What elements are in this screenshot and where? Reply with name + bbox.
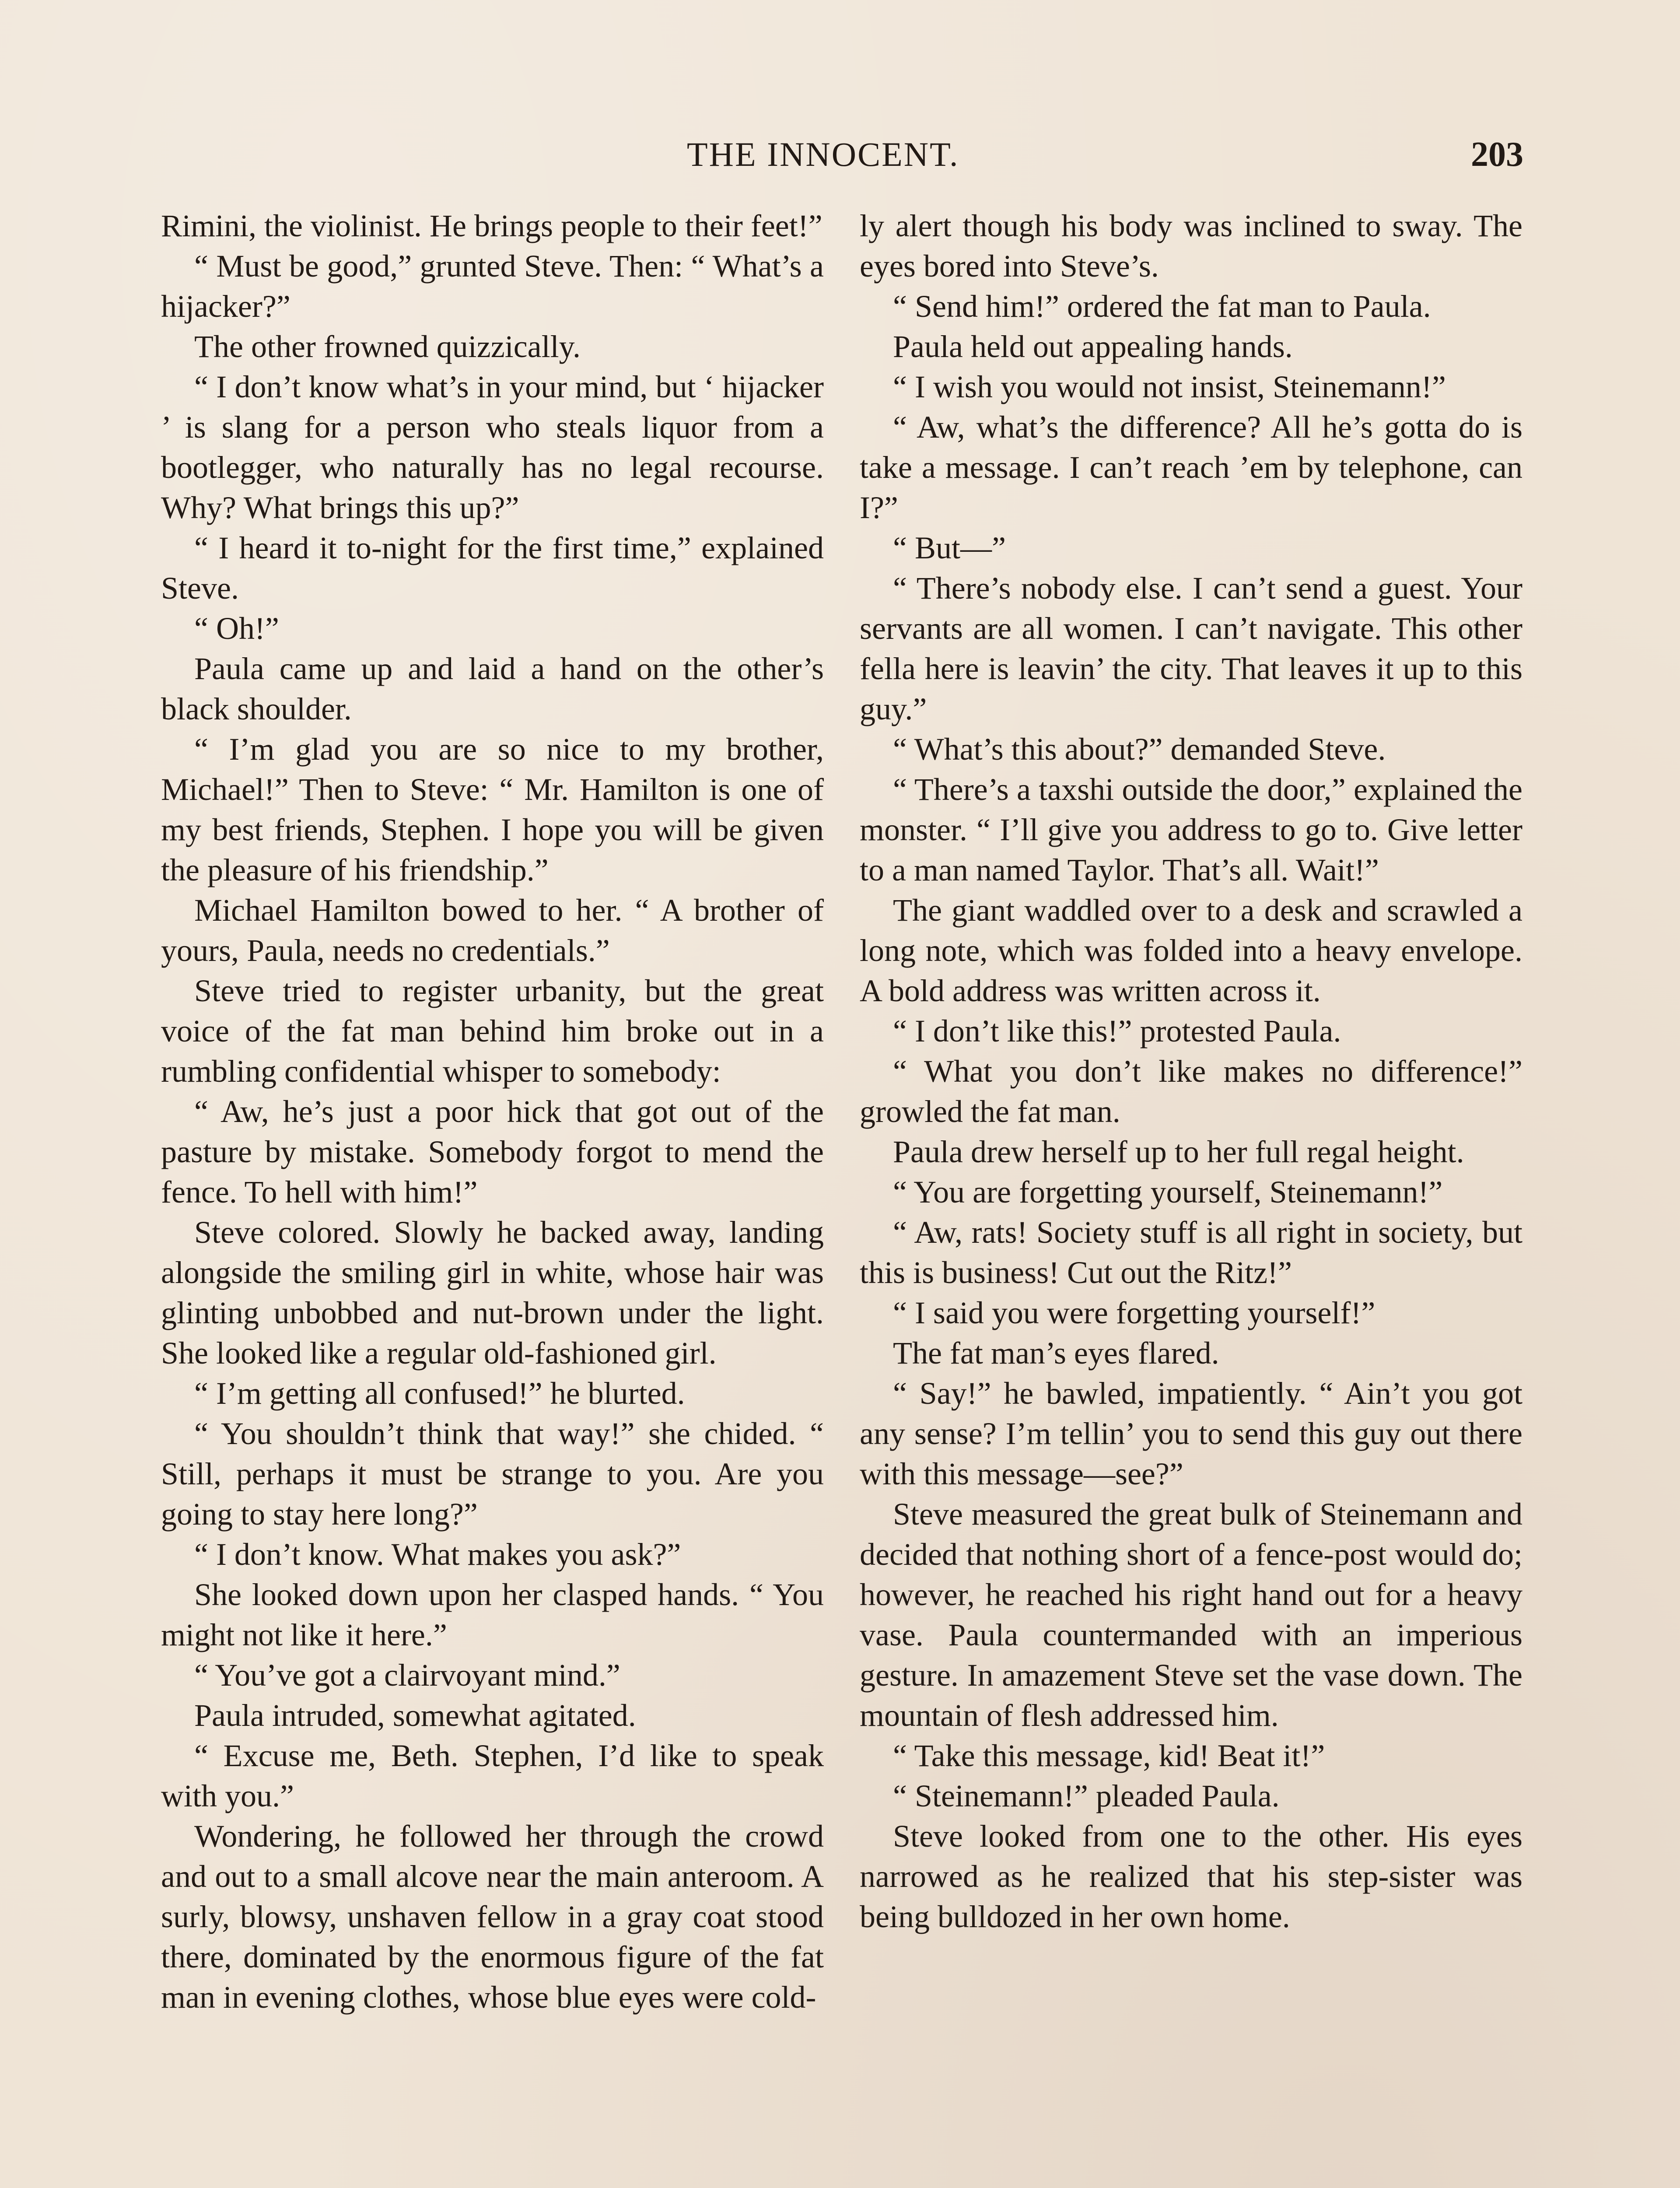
paragraph: “ You are forgetting yourself, Steinemann!” <box>893 1175 1443 1210</box>
paragraph: “ What you don’t like makes no difference!” growled the fat man. <box>860 1054 1522 1129</box>
paragraph: Steve measured the great bulk of Steinemann and decided that nothing short of a fence-post would do; however, he reached his right hand out for a heavy vase. Paula countermanded with an imperious gesture. In amazement Steve set the vase down. The mountain of flesh addressed him. <box>860 1497 1522 1733</box>
text-column-right <box>860 206 1522 1937</box>
paragraph: Paula came up and laid a hand on the other’s black shoulder. <box>161 651 824 726</box>
paragraph: “ Oh!” <box>194 611 279 646</box>
paragraph: ly alert though his body was inclined to sway. The eyes bored into Steve’s. <box>860 208 1522 284</box>
paragraph: “ Aw, he’s just a poor hick that got out of the pasture by mistake. Somebody forgot to mend the fence. To hell with him!” <box>161 1094 824 1210</box>
paragraph: The giant waddled over to a desk and scrawled a long note, which was folded into a heavy envelope. A bold address was written across it. <box>860 893 1522 1008</box>
paragraph: Steve tried to register urbanity, but the great voice of the fat man behind him broke out in a rumbling confidential whisper to somebody: <box>161 973 824 1089</box>
paragraph: “ I wish you would not insist, Steinemann!” <box>893 369 1446 404</box>
paragraph: “ Send him!” ordered the fat man to Paula. <box>893 289 1431 324</box>
paragraph: “ I heard it to-night for the first time,” explained Steve. <box>161 530 824 606</box>
running-title: THE INNOCENT. <box>687 135 959 173</box>
paragraph: “ I said you were forgetting yourself!” <box>893 1295 1376 1330</box>
paragraph: “ Aw, what’s the difference? All he’s gotta do is take a message. I can’t reach ’em by telephone, can I?” <box>860 410 1522 525</box>
paragraph: “ Excuse me, Beth. Stephen, I’d like to speak with you.” <box>161 1738 824 1813</box>
paragraph: “ I don’t like this!” protested Paula. <box>893 1013 1341 1048</box>
paragraph: Steve looked from one to the other. His eyes narrowed as he realized that his step-sister was being bulldozed in her own home. <box>860 1819 1522 1934</box>
paragraph: “ You shouldn’t think that way!” she chided. “ Still, perhaps it must be strange to you. Are you going to stay here long?” <box>161 1416 824 1532</box>
paragraph: “ Aw, rats! Society stuff is all right in society, but this is business! Cut out the Ritz!” <box>860 1215 1522 1290</box>
paragraph: “ I’m glad you are so nice to my brother, Michael!” Then to Steve: “ Mr. Hamilton is one of my best friends, Stephen. I hope you will be given the pleasure of his friendship.” <box>161 732 824 887</box>
page-number: 203 <box>1471 135 1523 174</box>
paragraph: “ Must be good,” grunted Steve. Then: “ What’s a hijacker?” <box>161 249 824 324</box>
paragraph: “ There’s nobody else. I can’t send a guest. Your servants are all women. I can’t navigate. This other fella here is leavin’ the city. That leaves it up to this guy.” <box>860 571 1522 726</box>
paragraph: “ I don’t know. What makes you ask?” <box>194 1537 681 1572</box>
paragraph: Rimini, the violinist. He brings people to their feet!” <box>161 208 822 243</box>
paragraph: “ But—” <box>893 530 1006 565</box>
paragraph: She looked down upon her clasped hands. “ You might not like it here.” <box>161 1577 824 1652</box>
paragraph: “ I’m getting all confused!” he blurted. <box>194 1376 685 1411</box>
paragraph: Paula drew herself up to her full regal height. <box>893 1134 1464 1169</box>
paragraph: Paula held out appealing hands. <box>893 329 1293 364</box>
text-column-left <box>161 206 824 2017</box>
paragraph: Paula intruded, somewhat agitated. <box>194 1698 636 1733</box>
paragraph: “ What’s this about?” demanded Steve. <box>893 732 1386 767</box>
paragraph: “ Say!” he bawled, impatiently. “ Ain’t you got any sense? I’m tellin’ you to send this guy out there with this message—see?” <box>860 1376 1522 1491</box>
paragraph: The other frowned quizzically. <box>194 329 581 364</box>
paragraph: “ Take this message, kid! Beat it!” <box>893 1738 1325 1773</box>
paragraph: The fat man’s eyes flared. <box>893 1336 1219 1371</box>
paragraph: “ You’ve got a clairvoyant mind.” <box>194 1658 620 1693</box>
paragraph: Wondering, he followed her through the crowd and out to a small alcove near the main anteroom. A surly, blowsy, unshaven fellow in a gray coat stood there, dominated by the enormous figure of the fat man in evening clothes, whose blue eyes were cold- <box>161 1819 824 2015</box>
paragraph: “ I don’t know what’s in your mind, but ‘ hijacker ’ is slang for a person who steals liquor from a bootlegger, who naturally has no legal recourse. Why? What brings this up?” <box>161 369 824 525</box>
paragraph: “ There’s a taxshi outside the door,” explained the monster. “ I’ll give you address to go to. Give letter to a man named Taylor. That’s all. Wait!” <box>860 772 1522 887</box>
page-header <box>0 130 1680 179</box>
paragraph: Michael Hamilton bowed to her. “ A brother of yours, Paula, needs no credentials.” <box>161 893 824 968</box>
paragraph: “ Steinemann!” pleaded Paula. <box>893 1778 1280 1813</box>
paragraph: Steve colored. Slowly he backed away, landing alongside the smiling girl in white, whose hair was glinting unbobbed and nut-brown under the light. She looked like a regular old-fashioned girl. <box>161 1215 824 1371</box>
